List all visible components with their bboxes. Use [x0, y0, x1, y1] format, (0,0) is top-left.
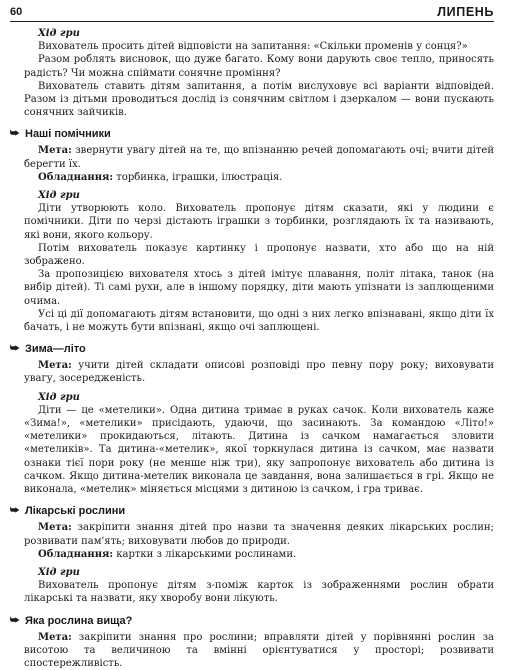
goal-text: закріпити знання про рослини; вправляти дітей у порівнянні рослин за висотою та величиною та вмінні орієнтуватися у просторі; розвивати спостережливість.: [24, 631, 494, 669]
page-number: 60: [10, 6, 23, 18]
page-content: [10, 27, 494, 670]
goal-text: закріпити знання дітей про назви та значення деяких лікарських рослин; розвивати пам'ять; виховувати любов до природи.: [24, 522, 494, 547]
equipment-text: торбинка, іграшки, ілюстрація.: [113, 171, 283, 183]
goal-text: учити дітей складати описові розповіді про певну пору року; виховувати увагу, зосередженість.: [24, 360, 494, 385]
paragraph: Вихователь ставить дітям запитання, а потім вислуховує всі варіанти відповідей. Разом із дітьми проводиться дослід із сонячним світлом і дзеркалом — вони пускають сонячних зайчиків.: [24, 80, 494, 119]
arrow-bullet-icon: ⮩: [10, 343, 20, 355]
goal-text: звернути увагу дітей на те, що впізнанню речей допомагають очі; вчити дітей берегти їх.: [24, 145, 494, 170]
equipment-text: картки з лікарськими рослинами.: [113, 548, 297, 560]
section-heading-taller-plant: [10, 614, 494, 628]
paragraph: Усі ці дії допомагають дітям встановити, що одні з них легко впізнавані, якщо діти їх бачать, і не можуть бути впізнані, якщо очі заплющені.: [24, 308, 494, 334]
arrow-bullet-icon: ⮩: [10, 505, 20, 517]
arrow-bullet-icon: ⮩: [10, 128, 20, 140]
paragraph: Потім вихователь показує картинку і пропонує назвати, хто або що на ній зображено.: [24, 242, 494, 268]
goal-label: Мета:: [38, 522, 72, 534]
subheading-game-progress: Хід гри: [38, 566, 80, 578]
equipment-label: Обладнання:: [38, 171, 114, 183]
equipment-paragraph: [24, 548, 494, 561]
section-heading-helpers: [10, 127, 494, 141]
section-heading-winter-summer: [10, 342, 494, 356]
goal-label: Мета:: [38, 360, 72, 372]
section-title: Наші помічники: [25, 128, 111, 141]
equipment-label: Обладнання:: [38, 548, 114, 560]
chapter-title: ЛИПЕНЬ: [437, 5, 494, 19]
page-header: [10, 0, 494, 22]
section-title: Яка рослина вища?: [25, 614, 133, 627]
subheading-game-progress: Хід гри: [38, 190, 80, 202]
paragraph: Діти утворюють коло. Вихователь пропонує дітям сказати, які у людини є помічники. Діти по черзі дістають іграшки з торбинки, розглядають їх та називають, які вони, якого кольору.: [24, 203, 494, 241]
goal-label: Мета:: [38, 145, 72, 157]
section-title: Зима—літо: [25, 343, 86, 356]
goal-paragraph: [24, 631, 494, 670]
paragraph: Вихователь пропонує дітям з-поміж карток із зображеннями рослин обрати лікарські та назвати, яку хворобу вони лікують.: [24, 580, 494, 605]
goal-paragraph: [24, 521, 494, 547]
goal-paragraph: [24, 359, 494, 385]
equipment-paragraph: [24, 171, 494, 184]
section-heading-medicinal-plants: [10, 504, 494, 518]
arrow-bullet-icon: ⮩: [10, 614, 20, 626]
goal-paragraph: [24, 144, 494, 170]
subheading-game-progress: Хід гри: [38, 28, 80, 39]
subheading-game-progress: Хід гри: [38, 391, 80, 403]
section-title: Лікарські рослини: [25, 505, 126, 518]
paragraph: Разом роблять висновок, що дуже багато. Кому вони дарують своє тепло, приносять радість? Чи можна спіймати сонячне проміння?: [24, 54, 494, 79]
paragraph: Вихователь просить дітей відповісти на запитання: «Скільки променів у сонця?»: [38, 41, 468, 53]
goal-label: Мета:: [38, 631, 72, 643]
paragraph: За пропозицією вихователя хтось з дітей імітує плавання, політ літака, танок (на вибір дітей). Ті самі рухи, але в іншому порядку, діти мають упізнати із заплющеними очима.: [24, 269, 494, 307]
paragraph: Діти — це «метелики». Одна дитина тримає в руках сачок. Коли вихователь каже «Зима!», «метелики» присідають, удаючи, що засинають. За командою «Літо!» «метелики» прокидаються, літають. Дитина із сачком намагається зловити «метеликів». Та дитина-«метелик», якої торкнулася дитина із сачком, має назвати ознаки тієї пори року (не менше ніж три), яку запропонує вихователь або дитина із сачком. Якщо дитина-метелик виконала це завдання, вона залишається в грі. Якщо не виконала, «метелик» міняється місцями з дитиною із сачком, і гра триває.: [24, 404, 494, 496]
